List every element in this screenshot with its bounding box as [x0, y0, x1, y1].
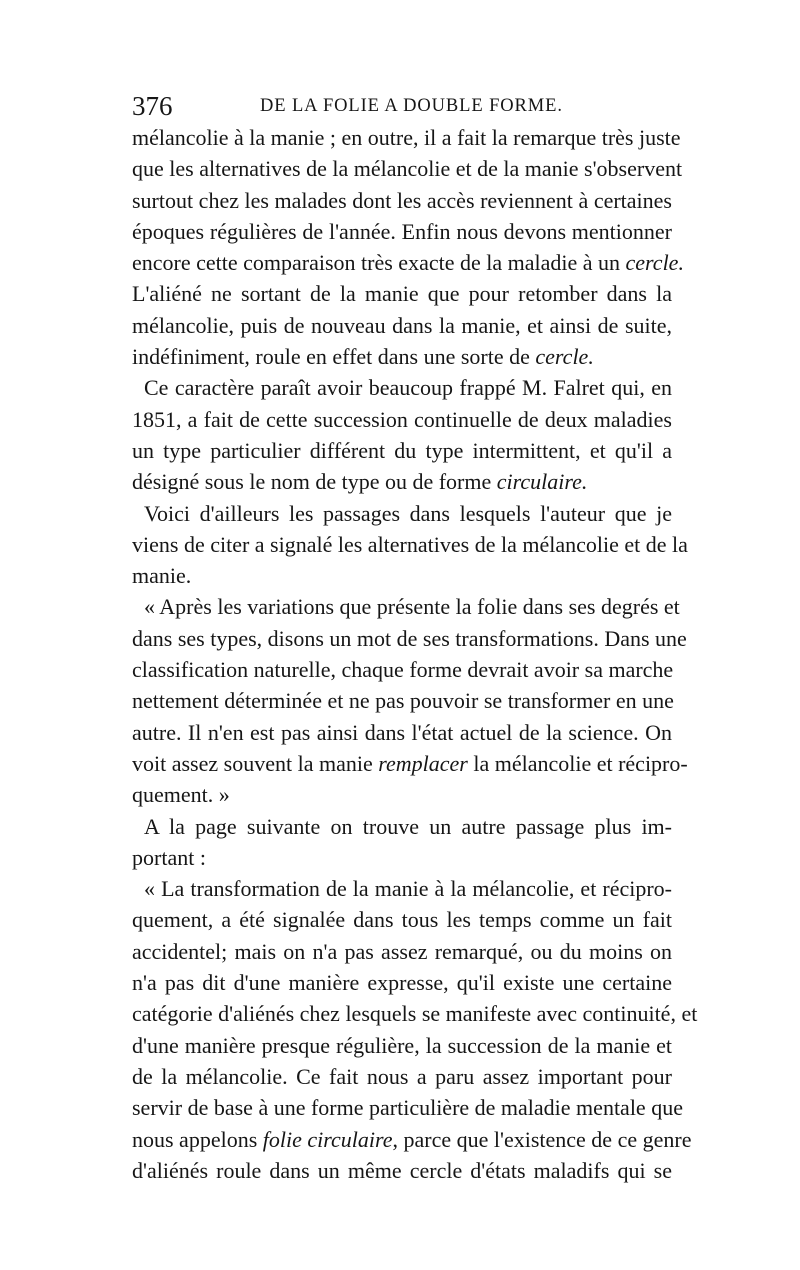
paragraph-start: A la page suivante on trouve un autre passage plus im- [144, 813, 672, 839]
text-line: nettement déterminée et ne pas pouvoir se transformer en une [132, 688, 674, 714]
text-line: viens de citer a signalé les alternatives de la mélancolie et de la [132, 531, 688, 557]
text-line: nous appelons folie circulaire, parce que l'existence de ce genre [132, 1126, 692, 1152]
text-line: quement. » [132, 782, 230, 808]
text-line: un type particulier différent du type intermittent, et qu'il a [132, 437, 672, 463]
text-line: mélancolie, puis de nouveau dans la manie, et ainsi de suite, [132, 312, 672, 338]
text-line: 1851, a fait de cette succession continuelle de deux maladies [132, 406, 672, 432]
text-line: catégorie d'aliénés chez lesquels se manifeste avec continuité, et [132, 1001, 698, 1027]
running-title: DE LA FOLIE A DOUBLE FORME. [260, 96, 563, 116]
text-line: accidentel; mais on n'a pas assez remarqué, ou du moins on [132, 938, 672, 964]
text-line: désigné sous le nom de type ou de forme circulaire. [132, 469, 588, 495]
text-line: indéfiniment, roule en effet dans une sorte de cercle. [132, 344, 594, 370]
text-line: n'a pas dit d'une manière expresse, qu'il existe une certaine [132, 970, 672, 996]
text-line: manie. [132, 563, 192, 589]
italic-term: circulaire. [496, 469, 588, 495]
text-line: de la mélancolie. Ce fait nous a paru assez important pour [132, 1063, 672, 1089]
italic-term: cercle. [625, 250, 684, 276]
text-line: quement, a été signalée dans tous les temps comme un fait [132, 907, 672, 933]
quote-start: « Après les variations que présente la folie dans ses degrés et [144, 594, 680, 620]
text-line: surtout chez les malades dont les accès reviennent à certaines [132, 187, 672, 213]
text-line: que les alternatives de la mélancolie et de la manie s'observent [132, 156, 683, 182]
text-line: d'une manière presque régulière, la succession de la manie et [132, 1032, 672, 1058]
italic-term: remplacer [378, 750, 468, 776]
text-line: servir de base à une forme particulière de maladie mentale que [132, 1095, 683, 1121]
quote-start: « La transformation de la manie à la mélancolie, et récipro- [144, 876, 672, 902]
text-line: mélancolie à la manie ; en outre, il a fait la remarque très juste [132, 125, 681, 150]
italic-term: cercle. [535, 344, 594, 370]
text-line: autre. Il n'en est pas ainsi dans l'état actuel de la science. On [132, 719, 672, 745]
text-line: classification naturelle, chaque forme devrait avoir sa marche [132, 657, 674, 683]
text-line: encore cette comparaison très exacte de la maladie à un cercle. [132, 250, 684, 276]
page-number: 376 [132, 91, 173, 121]
text-line: époques régulières de l'année. Enfin nous devons mentionner [132, 218, 672, 244]
page-header [132, 86, 672, 126]
text-line: L'aliéné ne sortant de la manie que pour retomber dans la [132, 281, 672, 307]
paragraph-start: Ce caractère paraît avoir beaucoup frappé M. Falret qui, en [144, 375, 672, 401]
body-text [132, 122, 698, 1186]
italic-term: folie circulaire [262, 1126, 393, 1152]
text-line: portant : [132, 844, 206, 870]
text-line: d'aliénés roule dans un même cercle d'états maladifs qui se [132, 1157, 672, 1183]
text-line: voit assez souvent la manie remplacer la mélancolie et récipro- [132, 750, 688, 776]
paragraph-start: Voici d'ailleurs les passages dans lesquels l'auteur que je [144, 500, 672, 526]
text-line: dans ses types, disons un mot de ses transformations. Dans une [132, 625, 687, 651]
